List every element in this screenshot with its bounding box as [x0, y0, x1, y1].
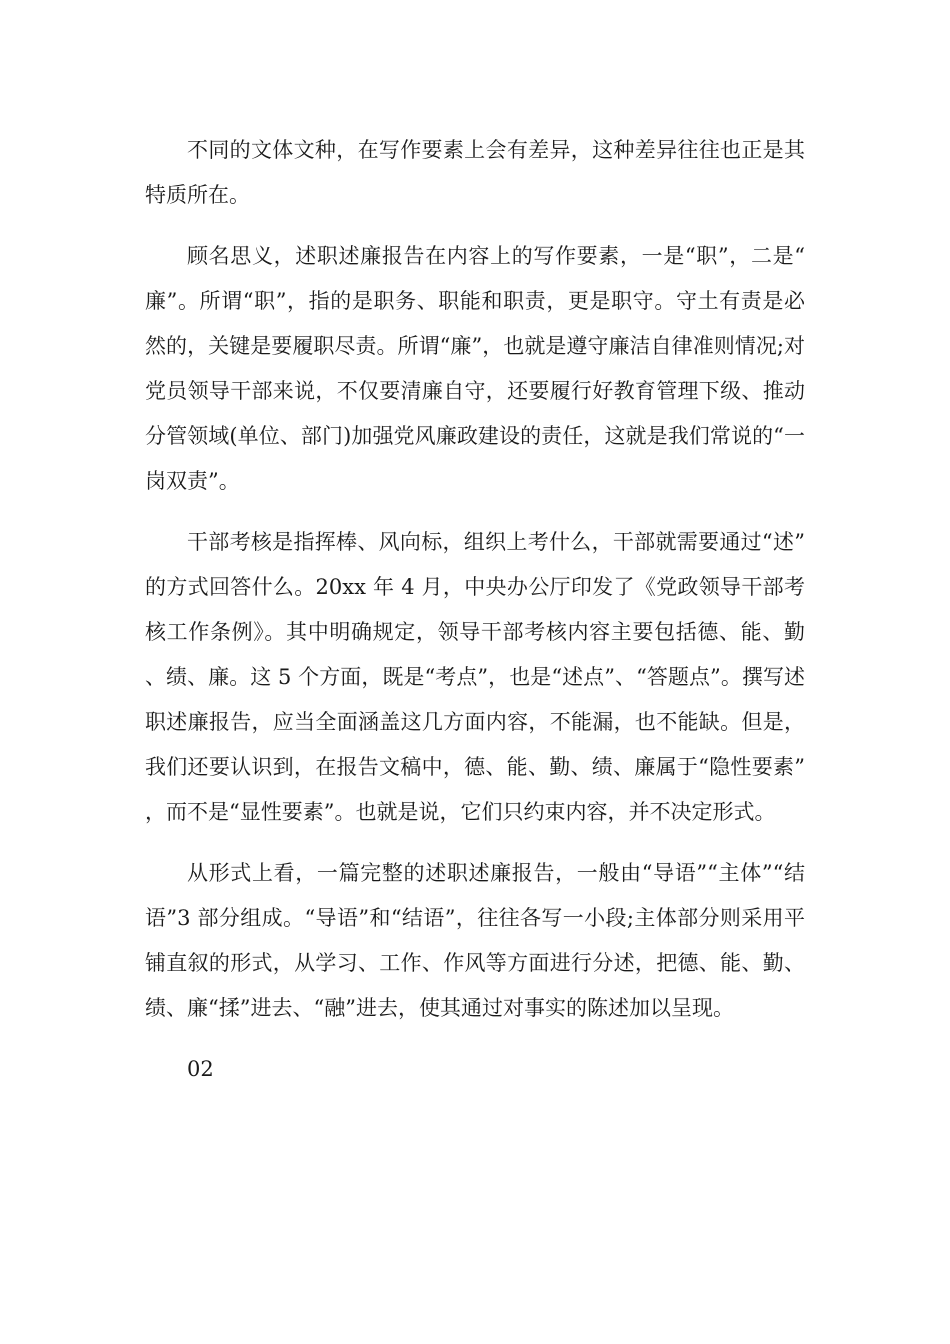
document-body [145, 128, 805, 1092]
paragraph-3: 干部考核是指挥棒、风向标，组织上考什么，干部就需要通过“述”的方式回答什么。20xx 年 4 月，中央办公厅印发了《党政领导干部考核工作条例》。其中明确规定，领导干部考核内容主要包括德、能、勤、绩、廉。这 5 个方面，既是“考点”，也是“述点”、“答题点”。撰写述职述廉报告，应当全面涵盖这几方面内容，不能漏，也不能缺。但是，我们还要认识到，在报告文稿中，德、能、勤、绩、廉属于“隐性要素”，而不是“显性要素”。也就是说，它们只约束内容，并不决定形式。 [145, 530, 805, 824]
paragraph-1: 不同的文体文种，在写作要素上会有差异，这种差异往往也正是其特质所在。 [145, 138, 805, 207]
paragraph-4: 从形式上看，一篇完整的述职述廉报告，一般由“导语”“主体”“结语”3 部分组成。“导语”和“结语”，往往各写一小段;主体部分则采用平铺直叙的形式，从学习、工作、作风等方面进行分述，把德、能、勤、绩、廉“揉”进去、“融”进去，使其通过对事实的陈述加以呈现。 [145, 861, 805, 1020]
section-number: 02 [187, 1057, 214, 1081]
paragraph-2: 顾名思义，述职述廉报告在内容上的写作要素，一是“职”，二是“廉”。所谓“职”，指的是职务、职能和职责，更是职守。守土有责是必然的，关键是要履职尽责。所谓“廉”，也就是遵守廉洁自律准则情况;对党员领导干部来说，不仅要清廉自守，还要履行好教育管理下级、推动分管领域(单位、部门)加强党风廉政建设的责任，这就是我们常说的“一岗双责”。 [145, 244, 805, 493]
